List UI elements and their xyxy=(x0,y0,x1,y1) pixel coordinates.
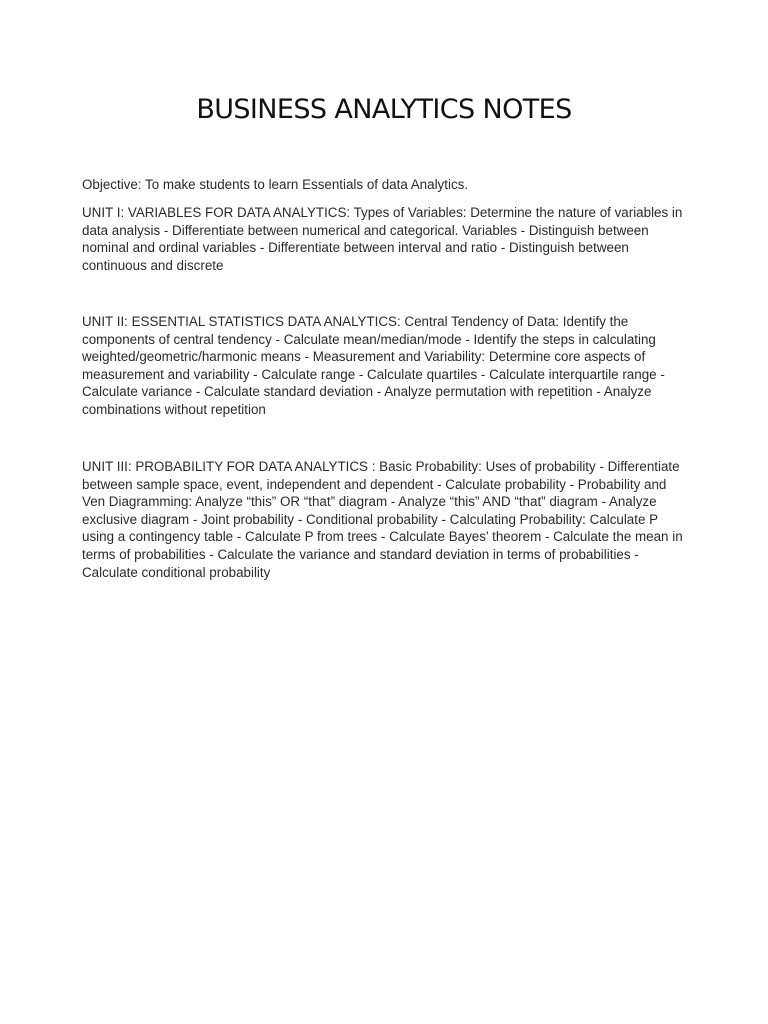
page-title: BUSINESS ANALYTICS NOTES xyxy=(196,94,572,125)
objective-paragraph: Objective: To make students to learn Essentials of data Analytics. xyxy=(82,177,469,192)
unit-3-paragraph: UNIT III: PROBABILITY FOR DATA ANALYTICS : Basic Probability: Uses of probability - Differentiate between sample space, event, independent and dependent - Calculate probability - Probability and Ven Diagramming: Analyze “this” OR “that” diagram - Analyze “this” AND “that” diagram - Analyze exclusive diagram - Joint probability - Conditional probability - Calculating Probability: Calculate P using a contingency table - Calculate P from trees - Calculate Bayes’ theorem - Calculate the mean in terms of probabilities - Calculate the variance and standard deviation in terms of probabilities - Calculate conditional probability xyxy=(82,459,683,580)
unit-2-paragraph: UNIT II: ESSENTIAL STATISTICS DATA ANALYTICS: Central Tendency of Data: Identify the components of central tendency - Calculate mean/median/mode - Identify the steps in calculating weighted/geometric/harmonic means - Measurement and Variability: Determine core aspects of measurement and variability - Calculate range - Calculate quartiles - Calculate interquartile range - Calculate variance - Calculate standard deviation - Analyze permutation with repetition - Analyze combinations without repetition xyxy=(82,314,665,417)
unit-1-paragraph: UNIT I: VARIABLES FOR DATA ANALYTICS: Types of Variables: Determine the nature of variables in data analysis - Differentiate between numerical and categorical. Variables - Distinguish between nominal and ordinal variables - Differentiate between interval and ratio - Distinguish between continuous and discrete xyxy=(82,205,683,273)
